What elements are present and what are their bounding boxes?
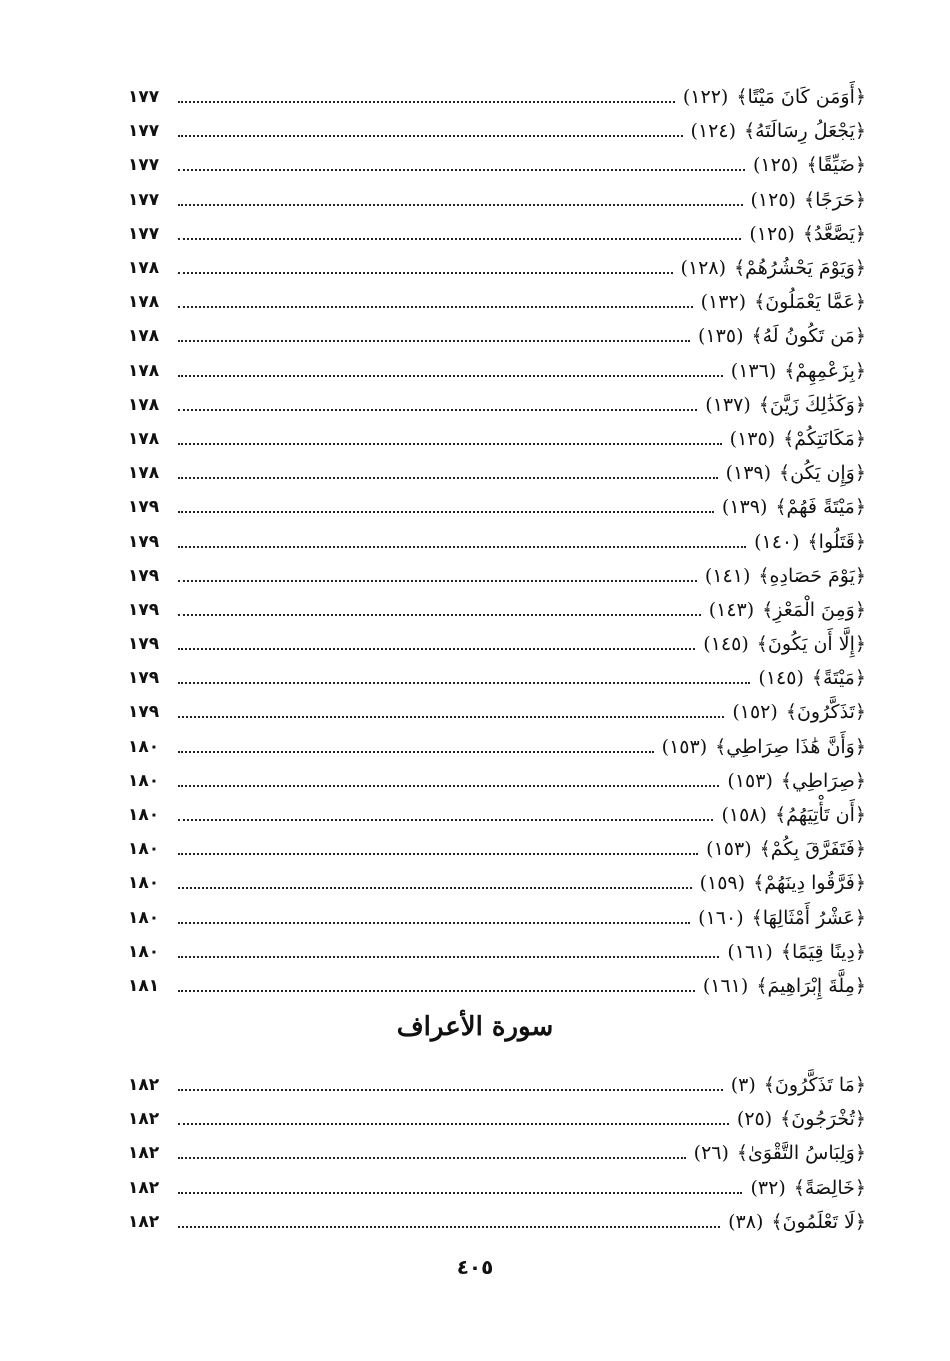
- dot-leader: [178, 169, 745, 171]
- index-entry: [128, 1136, 866, 1170]
- entry-verse-number: (١٣٩): [725, 462, 772, 485]
- index-entry: [128, 319, 866, 353]
- entry-verse-number: (١٣٥): [729, 427, 776, 450]
- entry-phrase: ﴿حَرَجًا﴾: [803, 188, 866, 211]
- dot-leader: [178, 511, 714, 513]
- dot-leader: [178, 204, 743, 206]
- entry-phrase: ﴿مَن تَكُونُ لَهُ﴾: [751, 325, 866, 348]
- entry-page-number: ١٧٨: [128, 428, 160, 449]
- index-entry: [128, 901, 866, 935]
- entry-page-number: ١٧٨: [128, 258, 160, 279]
- entry-page-number: ١٨٢: [128, 1177, 160, 1198]
- entry-phrase: ﴿فَرَّقُوا دِينَهُمْ﴾: [753, 872, 866, 895]
- index-entry: [128, 114, 866, 148]
- entry-page-number: ١٧٨: [128, 326, 160, 347]
- dot-leader: [178, 135, 683, 137]
- entry-page-number: ١٨٠: [128, 941, 160, 962]
- dot-leader: [178, 272, 673, 274]
- dot-leader: [178, 990, 695, 992]
- entry-verse-number: (١٥٨): [721, 804, 767, 827]
- entry-phrase: ﴿إِلَّا أَن يَكُونَ﴾: [756, 633, 866, 656]
- entry-verse-number: (١٤١): [704, 564, 751, 587]
- dot-leader: [178, 375, 723, 377]
- entry-phrase: ﴿مَيْتَةً فَهُمْ﴾: [775, 496, 866, 519]
- entry-verse-number: (١٦١): [727, 940, 773, 963]
- entry-verse-number: (٣٢): [750, 1176, 786, 1199]
- entry-phrase: ﴿فَتَفَرَّقَ بِكُمْ﴾: [759, 838, 866, 861]
- dot-leader: [178, 101, 675, 103]
- entry-page-number: ١٧٧: [128, 223, 160, 244]
- index-entry: [128, 730, 866, 764]
- entry-page-number: ١٨٢: [128, 1143, 160, 1164]
- entry-verse-number: (١٥٣): [661, 735, 708, 758]
- index-entry: [128, 661, 866, 695]
- entry-verse-number: (٢٥): [736, 1108, 773, 1131]
- entry-phrase: ﴿ضَيِّقًا﴾: [806, 154, 866, 177]
- entry-verse-number: (١٤٥): [703, 633, 749, 656]
- entry-verse-number: (١٣٧): [705, 393, 751, 416]
- entry-verse-number: (٣٨): [728, 1210, 764, 1233]
- entry-phrase: ﴿وَأَنَّ هَٰذَا صِرَاطِي﴾: [715, 735, 866, 758]
- dot-leader: [178, 409, 697, 411]
- entry-verse-number: (١٥٩): [699, 872, 746, 895]
- dot-leader: [178, 443, 722, 445]
- index-entry: [128, 1171, 866, 1205]
- entry-phrase: ﴿وَمِنَ الْمَعْزِ﴾: [762, 598, 866, 621]
- entry-verse-number: (١٢٥): [752, 154, 799, 177]
- index-entry: [128, 935, 866, 969]
- dot-leader: [178, 340, 690, 342]
- index-entry: [128, 1068, 866, 1102]
- dot-leader: [178, 751, 654, 753]
- index-entry: [128, 217, 866, 251]
- surah-heading: سورة الأعراف: [396, 1012, 554, 1042]
- entry-phrase: ﴿وَلِبَاسُ التَّقْوَىٰ﴾: [736, 1142, 866, 1165]
- index-entry: [128, 866, 866, 900]
- entry-phrase: ﴿مِلَّةَ إِبْرَاهِيمَ﴾: [756, 974, 866, 997]
- index-entry: [128, 456, 866, 490]
- entry-verse-number: (١٦١): [702, 974, 749, 997]
- dot-leader: [178, 785, 719, 787]
- dot-leader: [178, 1226, 720, 1228]
- entry-phrase: ﴿لَا تَعْلَمُونَ﴾: [771, 1210, 866, 1233]
- dot-leader: [178, 1157, 686, 1159]
- entry-page-number: ١٧٨: [128, 394, 160, 415]
- entry-phrase: ﴿بِزَعْمِهِمْ﴾: [784, 359, 866, 382]
- entry-verse-number: (١٣٩): [721, 496, 768, 519]
- index-entry: [128, 388, 866, 422]
- entry-phrase: ﴿أَوَمَن كَانَ مَيْتًا﴾: [736, 86, 866, 109]
- dot-leader: [178, 306, 693, 308]
- entry-page-number: ١٧٩: [128, 599, 160, 620]
- dot-leader: [178, 580, 697, 582]
- entry-page-number: ١٧٨: [128, 292, 160, 313]
- entry-phrase: ﴿مَكَانَتِكُمْ﴾: [783, 427, 866, 450]
- entry-verse-number: (٢٦): [693, 1142, 729, 1165]
- entry-verse-number: (١٢٥): [749, 222, 795, 245]
- entry-page-number: ١٨٢: [128, 1109, 160, 1130]
- entry-verse-number: (١٣٦): [730, 359, 777, 382]
- index-entry: [128, 422, 866, 456]
- index-entry: [128, 148, 866, 182]
- entry-phrase: ﴿يَوْمَ حَصَادِهِ﴾: [758, 564, 866, 587]
- entry-page-number: ١٧٧: [128, 87, 160, 108]
- entry-page-number: ١٧٨: [128, 463, 160, 484]
- index-entry: [128, 764, 866, 798]
- index-entry: [128, 627, 866, 661]
- entry-phrase: ﴿وَكَذَٰلِكَ زَيَّنَ﴾: [758, 393, 866, 416]
- index-entry: [128, 593, 866, 627]
- dot-leader: [178, 956, 719, 958]
- entry-verse-number: (١٢٢): [682, 86, 729, 109]
- entry-verse-number: (١٣٥): [698, 325, 744, 348]
- entry-phrase: ﴿تَذَكَّرُونَ﴾: [785, 701, 866, 724]
- entry-verse-number: (١٥٣): [706, 838, 752, 861]
- dot-leader: [178, 716, 724, 718]
- dot-leader: [178, 546, 746, 548]
- index-entry: [128, 354, 866, 388]
- index-entry: [128, 695, 866, 729]
- dot-leader: [178, 238, 741, 240]
- entry-page-number: ١٧٩: [128, 531, 160, 552]
- page-number: ٤٠٥: [456, 1255, 494, 1279]
- entry-page-number: ١٧٧: [128, 121, 160, 142]
- entry-verse-number: (١٣٢): [700, 291, 747, 314]
- entry-phrase: ﴿أَن تَأْتِيَهُمُ﴾: [774, 804, 866, 827]
- dot-leader: [178, 614, 701, 616]
- dot-leader: [178, 648, 695, 650]
- entry-page-number: ١٨٠: [128, 770, 160, 791]
- index-entry: [128, 832, 866, 866]
- entry-phrase: ﴿عَمَّا يَعْمَلُونَ﴾: [754, 291, 866, 314]
- entry-phrase: ﴿تُخْرَجُونَ﴾: [780, 1108, 866, 1131]
- index-entry: [128, 183, 866, 217]
- dot-leader: [178, 819, 713, 821]
- entry-page-number: ١٨٠: [128, 736, 160, 757]
- entry-phrase: ﴿صِرَاطِي﴾: [780, 769, 866, 792]
- word-index-list-al-araf: [128, 1068, 866, 1239]
- entry-page-number: ١٧٩: [128, 668, 160, 689]
- entry-phrase: ﴿وَإِن يَكُن﴾: [779, 462, 866, 485]
- dot-leader: [178, 922, 690, 924]
- entry-phrase: ﴿يَصَّعَّدُ﴾: [802, 222, 866, 245]
- entry-page-number: ١٨٠: [128, 839, 160, 860]
- entry-page-number: ١٨١: [128, 975, 160, 996]
- entry-page-number: ١٨٠: [128, 907, 160, 928]
- dot-leader: [178, 887, 692, 889]
- index-entry: [128, 1205, 866, 1239]
- entry-verse-number: (١٢٥): [750, 188, 796, 211]
- index-entry: [128, 798, 866, 832]
- index-entry: [128, 490, 866, 524]
- entry-phrase: ﴿مَيْتَةً﴾: [811, 667, 866, 690]
- entry-page-number: ١٧٨: [128, 360, 160, 381]
- entry-verse-number: (١٥٣): [727, 769, 773, 792]
- entry-phrase: ﴿خَالِصَةً﴾: [793, 1176, 866, 1199]
- entry-verse-number: (١٢٨): [680, 257, 726, 280]
- entry-phrase: ﴿دِينًا قِيَمًا﴾: [780, 940, 866, 963]
- dot-leader: [178, 682, 750, 684]
- index-entry: [128, 524, 866, 558]
- entry-page-number: ١٨٠: [128, 873, 160, 894]
- entry-page-number: ١٨٠: [128, 805, 160, 826]
- entry-page-number: ١٧٩: [128, 497, 160, 518]
- entry-verse-number: (١٢٤): [690, 120, 736, 143]
- entry-page-number: ١٧٧: [128, 155, 160, 176]
- entry-page-number: ١٨٢: [128, 1075, 160, 1096]
- entry-phrase: ﴿مَا تَذَكَّرُونَ﴾: [763, 1074, 866, 1097]
- entry-phrase: ﴿قَتَلُوا﴾: [807, 530, 866, 553]
- index-entry: [128, 1102, 866, 1136]
- entry-phrase: ﴿وَيَوْمَ يَحْشُرُهُمْ﴾: [734, 257, 866, 280]
- entry-phrase: ﴿عَشْرُ أَمْثَالِهَا﴾: [751, 906, 866, 929]
- entry-phrase: ﴿يَجْعَلُ رِسَالَتَهُ﴾: [743, 120, 866, 143]
- entry-page-number: ١٧٩: [128, 565, 160, 586]
- dot-leader: [178, 477, 718, 479]
- entry-page-number: ١٧٧: [128, 189, 160, 210]
- index-entry: [128, 80, 866, 114]
- index-entry: [128, 285, 866, 319]
- entry-page-number: ١٨٢: [128, 1211, 160, 1232]
- dot-leader: [178, 1089, 723, 1091]
- index-entry: [128, 969, 866, 1003]
- entry-verse-number: (٣): [730, 1074, 756, 1097]
- word-index-list: [128, 80, 866, 1003]
- entry-page-number: ١٧٩: [128, 702, 160, 723]
- entry-verse-number: (١٤٠): [754, 530, 800, 553]
- entry-verse-number: (١٦٠): [698, 906, 744, 929]
- entry-verse-number: (١٤٥): [758, 667, 804, 690]
- entry-verse-number: (١٤٣): [708, 598, 755, 621]
- dot-leader: [178, 1123, 729, 1125]
- index-entry: [128, 559, 866, 593]
- dot-leader: [178, 853, 698, 855]
- index-entry: [128, 251, 866, 285]
- entry-page-number: ١٧٩: [128, 634, 160, 655]
- dot-leader: [178, 1192, 742, 1194]
- entry-verse-number: (١٥٢): [732, 701, 778, 724]
